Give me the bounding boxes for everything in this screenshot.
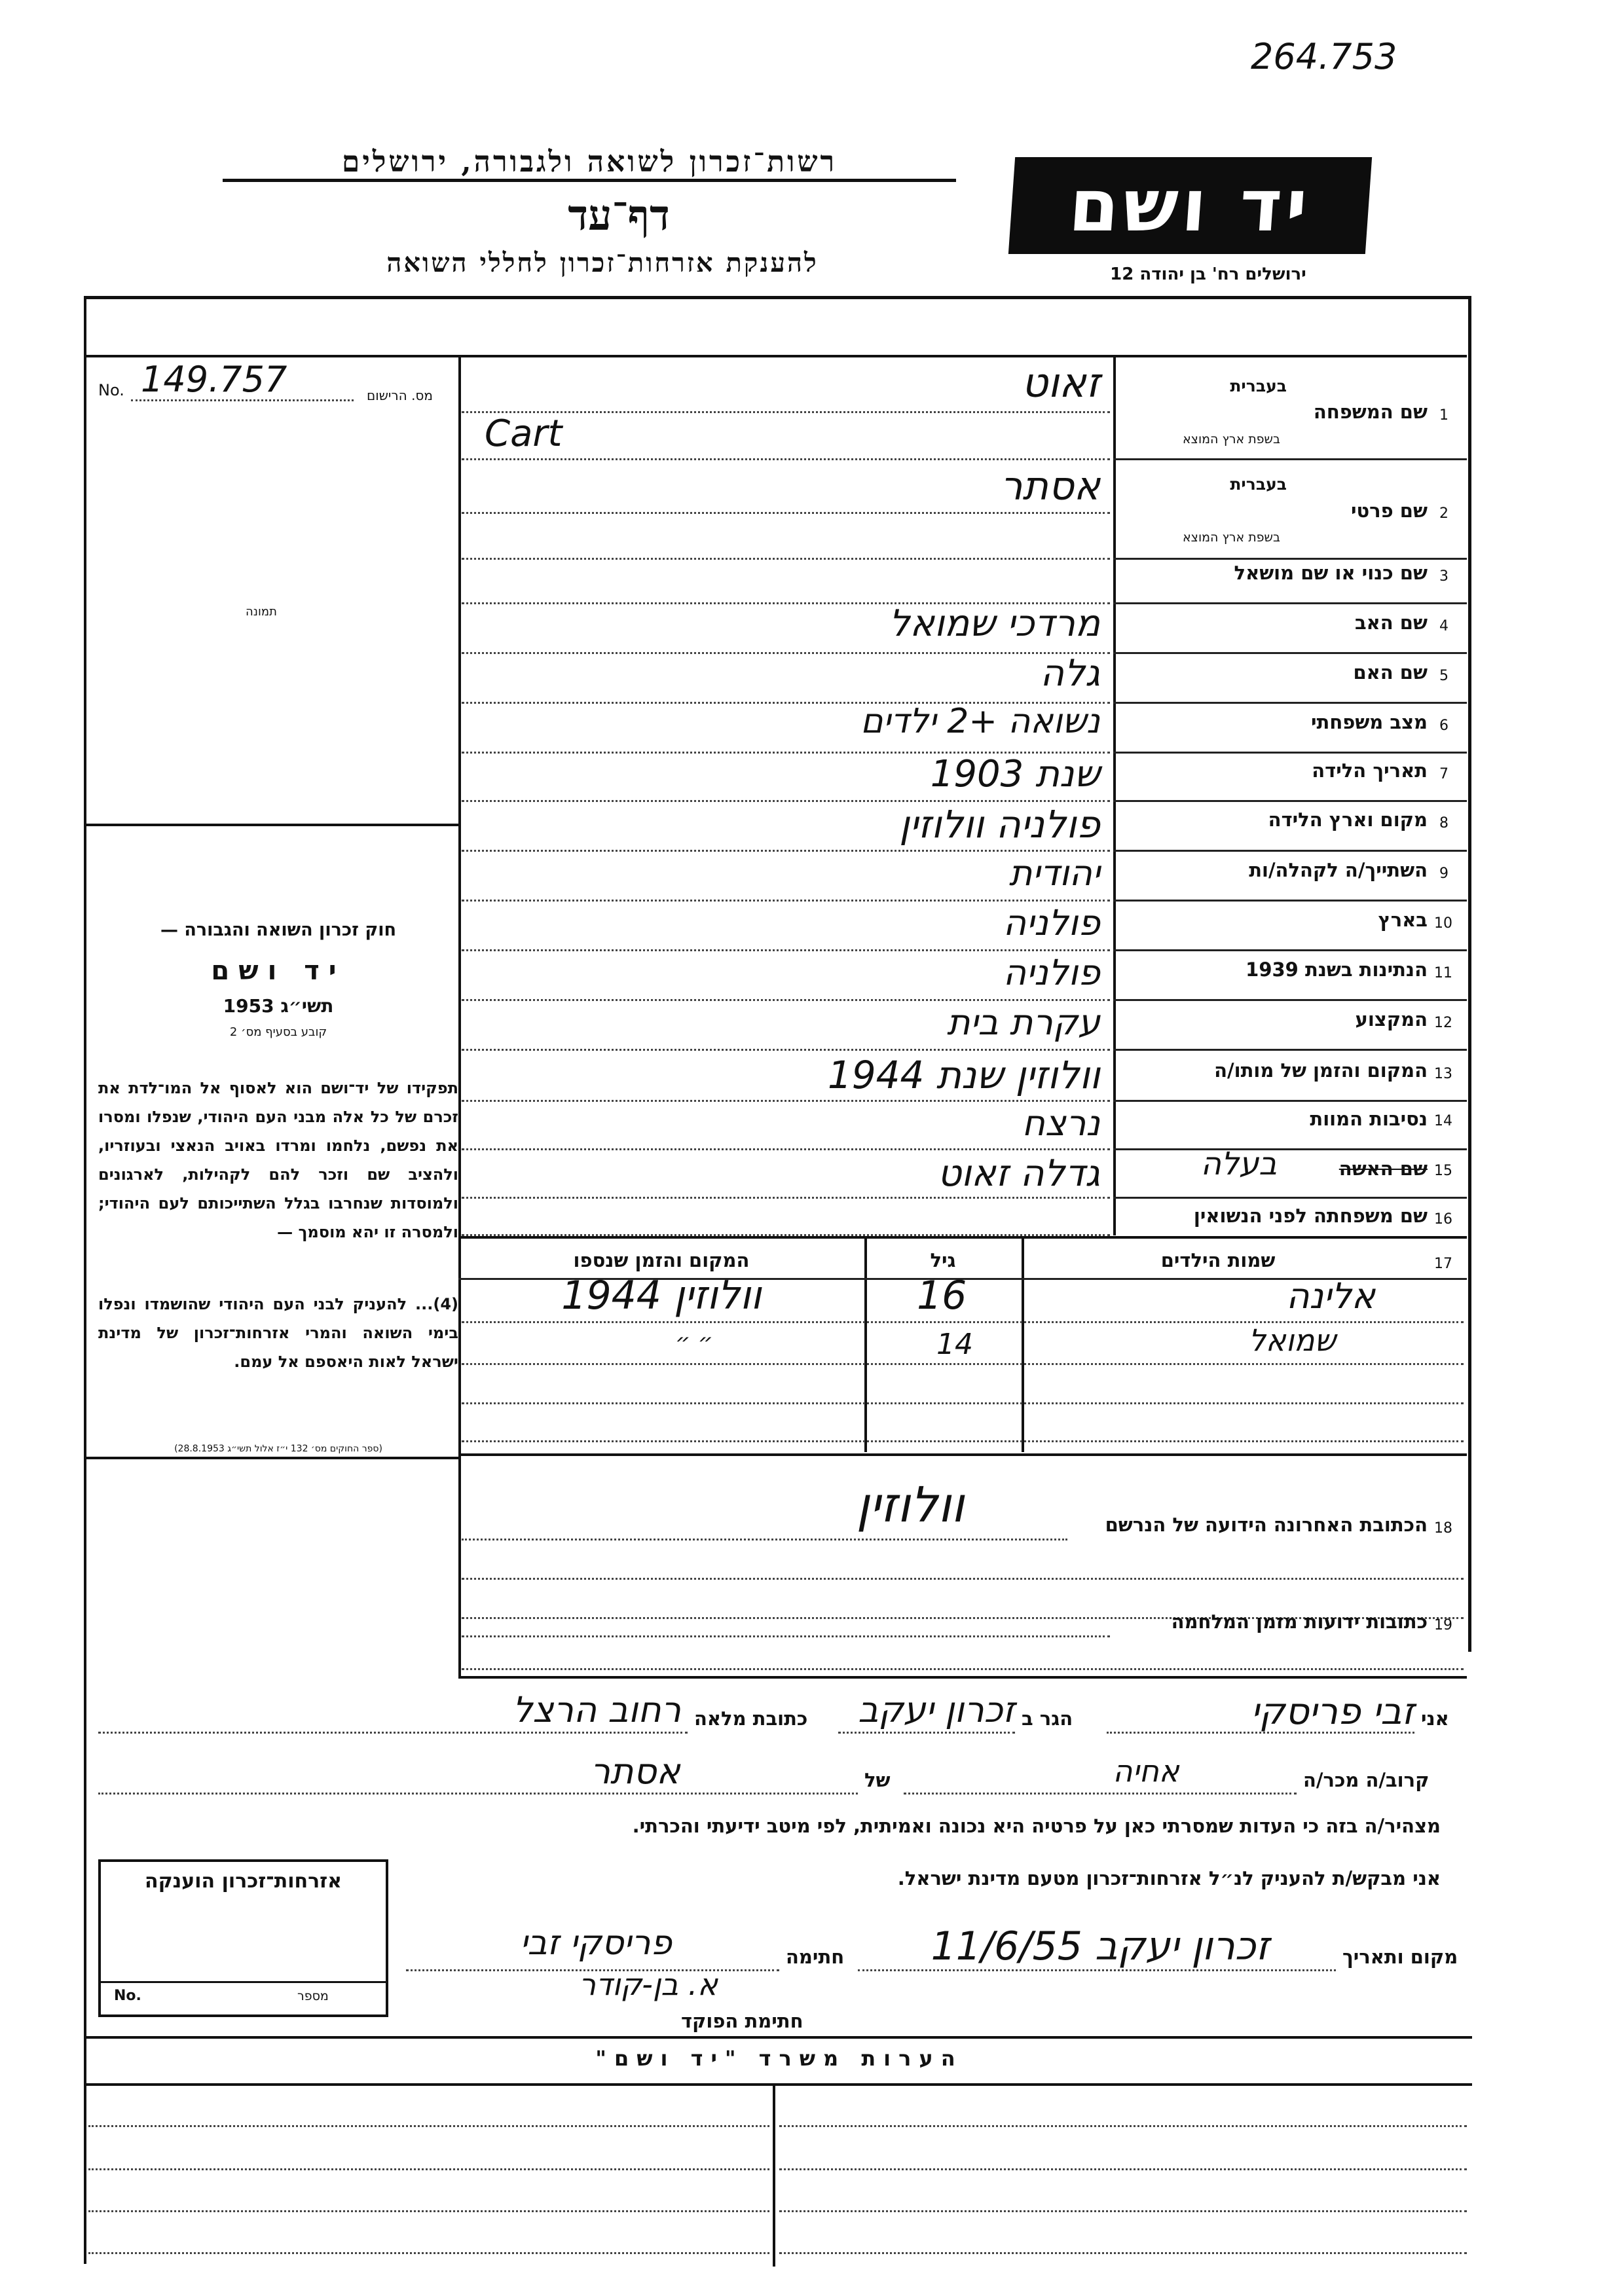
office-note-line-3b bbox=[779, 2210, 1467, 2212]
row-rule-3 bbox=[1113, 602, 1467, 604]
office-notes-title: הערות משרד "יד ושם" bbox=[595, 2046, 963, 2071]
field-sub-hebrew-1: בעברית bbox=[1230, 376, 1287, 395]
children-header-age: גיל bbox=[930, 1249, 956, 1271]
field-label-wife-name: שם האשה bbox=[1338, 1157, 1428, 1180]
document-number: 264.753 bbox=[1251, 36, 1397, 77]
field-value-surname-latin: Cart bbox=[485, 412, 563, 455]
decl-address-value: רחוב הרצל bbox=[512, 1689, 681, 1730]
field-line-2b bbox=[462, 558, 1110, 560]
law-citation: (ספר החוקים מס׳ 132 י״ז אלול תשי״ג 28.8.1953) bbox=[174, 1444, 382, 1454]
field-sub-hebrew-2: בעברית bbox=[1230, 475, 1287, 494]
field-label-marital: מצב משפחתי bbox=[1310, 711, 1428, 733]
decl-line-city bbox=[838, 1732, 1015, 1734]
decl-line-address bbox=[98, 1732, 688, 1734]
children-table-bottom bbox=[458, 1453, 1467, 1456]
fields-section-bottom bbox=[458, 1676, 1467, 1679]
children-line-2 bbox=[462, 1363, 1464, 1365]
row-rule-7 bbox=[1113, 800, 1467, 802]
office-note-line-4b bbox=[779, 2252, 1467, 2254]
decl-relative-label: קרוב/ה מכר/ה bbox=[1303, 1769, 1430, 1791]
field-number-3: 3 bbox=[1439, 568, 1449, 585]
field-number-14: 14 bbox=[1434, 1113, 1452, 1129]
field-label-death-place: המקום והזמן של מותו/ה bbox=[1214, 1059, 1428, 1082]
field-value-mother: גלה bbox=[1040, 652, 1100, 695]
decl-officer-signature-value: א. בן-קודר bbox=[579, 1967, 718, 2002]
field-value-death-place: וולוזין שנת 1944 bbox=[827, 1053, 1100, 1097]
field-value-country: פולניה bbox=[1003, 902, 1100, 943]
row-rule-12 bbox=[1113, 1049, 1467, 1051]
children-line-4 bbox=[462, 1440, 1464, 1442]
field-number-2: 2 bbox=[1439, 505, 1449, 522]
office-note-line-2a bbox=[88, 2168, 769, 2170]
left-column-bottom bbox=[84, 1457, 460, 1459]
field-number-11: 11 bbox=[1434, 965, 1452, 981]
field-line-11 bbox=[462, 999, 1110, 1001]
field-number-13: 13 bbox=[1434, 1066, 1452, 1082]
field-line-2a bbox=[462, 512, 1110, 514]
field-label-nickname: שם כנוי או שם מושאל bbox=[1234, 562, 1428, 584]
logo-address: ירושלים רח' בן יהודה 12 bbox=[1110, 264, 1306, 284]
field-label-community: השתייך/ה לקהלה/ות bbox=[1249, 859, 1428, 881]
citizenship-stamp-box bbox=[98, 1859, 388, 2017]
field-line-19a bbox=[462, 1635, 1110, 1637]
authority-line: רשות־זכרון לשואה ולגבורה, ירושלים bbox=[223, 145, 956, 182]
field-number-16: 16 bbox=[1434, 1211, 1452, 1228]
field-sub-origin-2: בשפת ארץ המוצא bbox=[1182, 530, 1280, 545]
stamp-box-title: אזרחות־זכרון הוענקה bbox=[144, 1870, 342, 1893]
yad-vashem-logo bbox=[1008, 157, 1372, 254]
decl-place-date-value: זכרון יעקב 11/6/55 bbox=[931, 1923, 1270, 1969]
field-number-7: 7 bbox=[1439, 766, 1449, 782]
decl-relation-value: אחיה bbox=[1113, 1753, 1179, 1789]
field-number-8: 8 bbox=[1439, 815, 1449, 831]
field-label-maiden-name: שם משפחתה לפני הנשואין bbox=[1193, 1205, 1428, 1227]
decl-full-address-label: כתובת מלאה bbox=[694, 1707, 808, 1730]
decl-place-date-label: מקום ותאריך bbox=[1342, 1946, 1458, 1968]
children-header-place: המקום והזמן שנספו bbox=[573, 1249, 750, 1271]
children-header-names: שמות הילדים bbox=[1160, 1249, 1276, 1271]
row-rule-10 bbox=[1113, 949, 1467, 951]
office-note-line-1a bbox=[88, 2125, 769, 2127]
field-label-birth-date: תאריך הלידה bbox=[1312, 759, 1428, 782]
field-line-13 bbox=[462, 1100, 1110, 1102]
logo-text: יד ושם bbox=[1066, 164, 1314, 247]
label-column-divider bbox=[1113, 355, 1116, 1235]
row-rule-13 bbox=[1113, 1100, 1467, 1102]
field-label-citizenship: הנתינות בשנת 1939 bbox=[1246, 958, 1428, 981]
registration-number: 149.757 bbox=[141, 359, 287, 400]
field-line-15 bbox=[462, 1197, 1110, 1199]
field-label-war-addresses: כתובות ידועות מזמן המלחמה bbox=[1171, 1611, 1428, 1633]
field-line-9 bbox=[462, 900, 1110, 902]
law-title: חוק זכרון השואה והגבורה — bbox=[160, 920, 397, 940]
law-section: קובע בסעיף מס׳ 2 bbox=[229, 1025, 327, 1039]
decl-i-label: אני bbox=[1421, 1707, 1449, 1730]
field-line-12 bbox=[462, 1049, 1110, 1051]
field-label-last-address: הכתובת האחרונה הידועה של הנרשם bbox=[1105, 1514, 1428, 1536]
row-rule-11 bbox=[1113, 999, 1467, 1001]
field-line-8 bbox=[462, 850, 1110, 852]
row-rule-9 bbox=[1113, 900, 1467, 902]
decl-of-value: אסתר bbox=[590, 1751, 680, 1792]
field-label-surname: שם המשפחה bbox=[1313, 401, 1428, 423]
law-text-1: תפקידו של יד־ושם הוא לאסוף אל המו־לדת את זכרם של כל אלה מבני העם היהודי, שנפלו ומסרו את נפשם, נלחמו ומרדו באויב הנאצי ובעוזריו, ולהציב שם וזכר להם לקהילות, לארגונים ולמוסדות שנחרבו בגלל השתייכותם לעם היהודי; ולמסרה זו יהא מוסמך — bbox=[98, 1079, 458, 1241]
field-label-country: בארץ bbox=[1378, 909, 1428, 931]
decl-statement: מצהיר/ה בזה כי העדות שמסרתי כאן על פרטיה היא נכונה ואמיתית, לפי מיטב ידיעתי והכרתי. bbox=[632, 1815, 1441, 1837]
field-value-community: יהודית bbox=[1008, 852, 1100, 894]
no-label: No. bbox=[98, 381, 124, 399]
field-number-5: 5 bbox=[1439, 668, 1449, 684]
field-line-1b bbox=[462, 458, 1110, 460]
field-sub-origin-1: בשפת ארץ המוצא bbox=[1182, 432, 1280, 446]
field-value-profession: עקרת בית bbox=[946, 1002, 1100, 1043]
office-notes-header-rule bbox=[84, 2083, 1472, 2086]
field-number-6: 6 bbox=[1439, 718, 1449, 734]
decl-signature-value: פריסקי זבי bbox=[520, 1923, 672, 1963]
frame-left-extension bbox=[84, 1649, 86, 2264]
child-place-2: ״ ״ bbox=[675, 1329, 713, 1356]
field-number-9: 9 bbox=[1439, 866, 1449, 882]
child-age-2: 14 bbox=[936, 1328, 973, 1361]
office-note-line-1b bbox=[779, 2125, 1467, 2127]
field-label-father: שם האב bbox=[1354, 611, 1428, 634]
office-note-line-2b bbox=[779, 2168, 1467, 2170]
row-rule-2 bbox=[1113, 558, 1467, 560]
stamp-box-divider bbox=[101, 1981, 386, 1983]
law-text-2: (4)... להעניק לבני העם היהודי שהושמדו ונפלו בימי השואה והמרי אזרחות־זכרון של מדינת ישראל לאות היאספם אל עמם. bbox=[98, 1295, 458, 1371]
stamp-box-number-label: מספר bbox=[297, 1989, 329, 2003]
field-line-19b bbox=[462, 1668, 1464, 1670]
photo-box-bottom bbox=[84, 824, 460, 826]
child-place-1: וולוזין 1944 bbox=[561, 1273, 762, 1319]
field-number-15: 15 bbox=[1434, 1163, 1452, 1179]
office-note-line-3a bbox=[88, 2210, 769, 2212]
left-column-divider bbox=[458, 355, 461, 1501]
registration-label: מס. הרישום bbox=[367, 388, 433, 403]
children-col-divider-1 bbox=[864, 1236, 867, 1452]
law-name: יד ושם bbox=[211, 956, 346, 986]
field-correction-husband: בעלה bbox=[1200, 1146, 1277, 1182]
child-name-2: שמואל bbox=[1248, 1322, 1336, 1358]
left-divider-extension bbox=[458, 1457, 461, 1677]
decl-officer-signature-label: חתימת הפוקד bbox=[681, 2010, 803, 2032]
child-name-1: אלינה bbox=[1286, 1275, 1375, 1317]
field-label-death-circumstances: נסיבות המוות bbox=[1310, 1108, 1428, 1130]
row-rule-15 bbox=[1113, 1197, 1467, 1199]
field-value-first-name: אסתר bbox=[1000, 464, 1100, 509]
law-year: תשי״ג 1953 bbox=[223, 995, 334, 1017]
field-value-birthplace: פולניה וולוזין bbox=[899, 802, 1100, 847]
field-value-birth-date: שנת 1903 bbox=[930, 753, 1100, 795]
row-rule-6 bbox=[1113, 752, 1467, 754]
field-number-18: 18 bbox=[1434, 1520, 1452, 1537]
row-rule-4 bbox=[1113, 652, 1467, 654]
field-label-profession: המקצוע bbox=[1355, 1008, 1428, 1030]
field-number-4: 4 bbox=[1439, 618, 1449, 634]
field-number-10: 10 bbox=[1434, 915, 1452, 932]
top-inner-rule bbox=[84, 355, 1467, 357]
row-rule-5 bbox=[1113, 702, 1467, 704]
field-value-surname: זאוט bbox=[1021, 359, 1100, 407]
decl-signature-label: חתימה bbox=[786, 1946, 845, 1968]
field-number-17: 17 bbox=[1434, 1256, 1452, 1272]
field-value-father: מרדכי שמואל bbox=[889, 602, 1100, 645]
field-line-14 bbox=[462, 1148, 1110, 1150]
decl-request: אני מבקש/ת להעניק לנ״ל אזרחות־זכרון מטעם מדינת ישראל. bbox=[897, 1867, 1441, 1889]
decl-line-place-date bbox=[858, 1969, 1336, 1971]
office-notes-divider bbox=[773, 2083, 775, 2267]
field-number-19: 19 bbox=[1434, 1617, 1452, 1633]
children-table-top bbox=[458, 1236, 1467, 1239]
field-line-10 bbox=[462, 949, 1110, 951]
field-label-birthplace: מקום וארץ הלידה bbox=[1268, 809, 1428, 831]
photo-label: תמונה bbox=[246, 605, 277, 619]
decl-city-value: זכרון יעקב bbox=[858, 1689, 1015, 1730]
stamp-box-no-label: No. bbox=[114, 1988, 141, 2004]
field-value-death-circumstances: נרצח bbox=[1022, 1102, 1100, 1144]
field-number-1: 1 bbox=[1439, 407, 1449, 424]
field-line-18a bbox=[462, 1539, 1067, 1540]
decl-resides-label: הגר ב bbox=[1022, 1707, 1073, 1730]
field-label-first-name: שם פרטי bbox=[1350, 500, 1428, 522]
field-line-18b bbox=[462, 1578, 1464, 1580]
field-value-spouse: גדלה זאוט bbox=[937, 1152, 1100, 1195]
child-age-1: 16 bbox=[917, 1273, 967, 1319]
decl-line-relation bbox=[904, 1793, 1297, 1795]
office-notes-top bbox=[84, 2036, 1472, 2039]
children-col-divider-2 bbox=[1022, 1236, 1024, 1452]
decl-name-value: זבי פריסקי bbox=[1251, 1690, 1414, 1733]
children-line-3 bbox=[462, 1402, 1464, 1404]
form-title: דף־עד bbox=[568, 191, 670, 240]
field-value-last-address: וולוזין bbox=[856, 1477, 965, 1533]
field-label-mother: שם האם bbox=[1353, 661, 1428, 683]
row-rule-1 bbox=[1113, 458, 1467, 460]
field-value-citizenship: פולניה bbox=[1003, 952, 1100, 993]
decl-of-label: של bbox=[864, 1769, 891, 1791]
decl-line-of bbox=[98, 1793, 858, 1795]
row-rule-8 bbox=[1113, 850, 1467, 852]
office-note-line-4a bbox=[88, 2252, 769, 2254]
field-number-12: 12 bbox=[1434, 1015, 1452, 1031]
form-subtitle: להענקת אזרחות־זכרון לחללי השואה bbox=[386, 247, 819, 278]
field-value-marital: נשואה +2 ילדים bbox=[860, 702, 1100, 741]
